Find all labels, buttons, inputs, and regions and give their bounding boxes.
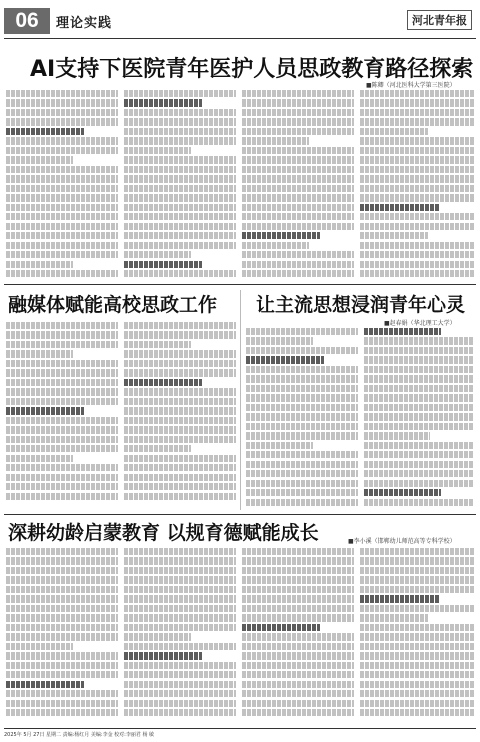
text-line: [6, 643, 73, 650]
text-line: [124, 137, 236, 144]
text-line: [6, 436, 118, 443]
text-line: [6, 426, 118, 433]
text-line: [242, 232, 320, 239]
text-line: [124, 586, 236, 593]
text-line: [242, 624, 320, 631]
article-4-col-2: [124, 548, 236, 724]
text-line: [246, 347, 358, 354]
text-line: [124, 322, 236, 329]
text-line: [242, 90, 354, 97]
text-line: [360, 109, 474, 116]
text-line: [6, 700, 118, 707]
text-line: [124, 185, 236, 192]
header-rule: [4, 38, 476, 39]
text-line: [6, 690, 118, 697]
text-line: [124, 261, 202, 268]
text-line: [364, 489, 441, 496]
text-line: [124, 270, 236, 277]
text-line: [6, 605, 118, 612]
text-line: [6, 270, 118, 277]
text-line: [242, 251, 354, 258]
text-line: [360, 185, 474, 192]
text-line: [124, 595, 236, 602]
text-line: [246, 385, 358, 392]
text-line: [242, 690, 354, 697]
text-line: [364, 375, 474, 382]
text-line: [6, 464, 118, 471]
text-line: [364, 461, 474, 468]
page-footer: 2025年 5月 27日 星期二 责编:杨红月 美编:李金 校对:李丽君 杨 敏: [4, 728, 476, 740]
text-line: [242, 662, 354, 669]
text-line: [246, 461, 358, 468]
text-line: [242, 99, 354, 106]
article-1-byline: ■陈卿（河北医科大学第三医院）: [366, 82, 456, 89]
text-line: [6, 194, 118, 201]
article-2-rule: [4, 514, 476, 515]
text-line: [360, 700, 474, 707]
text-line: [364, 404, 474, 411]
text-line: [124, 548, 236, 555]
text-line: [124, 567, 236, 574]
text-line: [124, 576, 236, 583]
text-line: [6, 360, 118, 367]
text-line: [6, 369, 118, 376]
text-line: [360, 175, 474, 182]
text-line: [242, 261, 354, 268]
text-line: [124, 436, 236, 443]
article-2-col-1: [6, 322, 118, 510]
text-line: [242, 185, 354, 192]
text-line: [360, 633, 474, 640]
text-line: [124, 493, 236, 500]
text-line: [6, 557, 118, 564]
text-line: [6, 223, 118, 230]
text-line: [242, 567, 354, 574]
text-line: [242, 175, 354, 182]
text-line: [6, 322, 118, 329]
text-line: [6, 614, 118, 621]
text-line: [360, 709, 474, 716]
text-line: [242, 633, 354, 640]
text-line: [246, 356, 324, 363]
article-3-headline: 让主流思想浸润青年心灵: [256, 294, 466, 316]
article-4-col-4: [360, 548, 474, 724]
text-line: [6, 474, 118, 481]
article-4-byline: ■李小溪（邯郸幼儿师范高等专科学校）: [348, 538, 456, 545]
text-line: [242, 557, 354, 564]
text-line: [124, 147, 191, 154]
text-line: [360, 223, 474, 230]
text-line: [6, 407, 84, 414]
text-line: [360, 643, 474, 650]
text-line: [360, 270, 474, 277]
text-line: [246, 470, 358, 477]
text-line: [246, 432, 358, 439]
text-line: [364, 385, 474, 392]
section-title: 理论实践: [56, 16, 113, 31]
text-line: [124, 671, 236, 678]
text-line: [364, 328, 441, 335]
text-line: [242, 213, 354, 220]
text-line: [124, 369, 236, 376]
text-line: [124, 633, 191, 640]
text-line: [124, 213, 236, 220]
text-line: [124, 166, 236, 173]
article-1-rule: [4, 284, 476, 285]
text-line: [6, 388, 118, 395]
text-line: [124, 426, 236, 433]
text-line: [6, 147, 118, 154]
text-line: [246, 394, 358, 401]
text-line: [6, 242, 118, 249]
text-line: [360, 166, 474, 173]
text-line: [242, 605, 354, 612]
text-line: [246, 366, 358, 373]
text-line: [360, 614, 428, 621]
text-line: [124, 242, 236, 249]
text-line: [6, 681, 84, 688]
text-line: [242, 614, 354, 621]
text-line: [360, 99, 474, 106]
text-line: [6, 671, 118, 678]
article-4-col-1: [6, 548, 118, 724]
text-line: [124, 379, 202, 386]
text-line: [242, 652, 354, 659]
text-line: [6, 576, 118, 583]
text-line: [6, 175, 118, 182]
masthead-logo: 河北青年报: [407, 10, 472, 30]
article-2-col-2: [124, 322, 236, 510]
text-line: [124, 331, 236, 338]
text-line: [364, 470, 474, 477]
text-line: [242, 147, 354, 154]
text-line: [360, 624, 474, 631]
text-line: [124, 175, 236, 182]
text-line: [6, 709, 118, 716]
text-line: [242, 681, 354, 688]
text-line: [242, 137, 309, 144]
text-line: [242, 109, 354, 116]
text-line: [124, 709, 236, 716]
text-line: [124, 204, 236, 211]
text-line: [364, 480, 474, 487]
text-line: [124, 360, 236, 367]
article-1-col-2: [124, 90, 236, 280]
text-line: [246, 328, 358, 335]
text-line: [124, 681, 236, 688]
text-line: [360, 147, 474, 154]
text-line: [6, 185, 118, 192]
text-line: [6, 493, 118, 500]
article-2-headline: 融媒体赋能高校思政工作: [8, 294, 218, 316]
text-line: [124, 407, 236, 414]
text-line: [6, 652, 118, 659]
text-line: [6, 99, 118, 106]
text-line: [246, 499, 358, 506]
text-line: [6, 586, 118, 593]
text-line: [6, 483, 118, 490]
text-line: [242, 223, 354, 230]
text-line: [6, 118, 118, 125]
text-line: [364, 337, 474, 344]
text-line: [360, 156, 474, 163]
text-line: [242, 194, 354, 201]
text-line: [246, 480, 358, 487]
text-line: [360, 548, 474, 555]
article-1-headline: AI支持下医院青年医护人员思政教育路径探索: [30, 57, 474, 82]
page-number: 06: [4, 8, 50, 34]
text-line: [360, 242, 474, 249]
article-3-col-2: [364, 328, 474, 510]
text-line: [364, 423, 474, 430]
article-3-byline: ■赵春娟（华北理工大学）: [384, 320, 456, 327]
text-line: [6, 204, 118, 211]
text-line: [360, 137, 474, 144]
text-line: [360, 90, 474, 97]
text-line: [364, 413, 474, 420]
text-line: [124, 417, 236, 424]
text-line: [6, 445, 118, 452]
text-line: [360, 118, 474, 125]
text-line: [242, 700, 354, 707]
text-line: [6, 232, 118, 239]
article-3-col-1: [246, 328, 358, 510]
text-line: [242, 709, 354, 716]
text-line: [6, 109, 118, 116]
text-line: [6, 633, 118, 640]
article-4-headline: 深耕幼龄启蒙教育 以规育德赋能成长: [8, 522, 319, 544]
text-line: [360, 232, 428, 239]
text-line: [242, 643, 354, 650]
text-line: [124, 194, 236, 201]
text-line: [360, 605, 474, 612]
text-line: [124, 251, 191, 258]
text-line: [6, 398, 118, 405]
text-line: [6, 156, 73, 163]
text-line: [124, 455, 236, 462]
text-line: [360, 261, 474, 268]
text-line: [242, 671, 354, 678]
text-line: [6, 417, 118, 424]
text-line: [6, 548, 118, 555]
text-line: [246, 423, 358, 430]
text-line: [242, 242, 309, 249]
text-line: [124, 223, 236, 230]
text-line: [242, 270, 354, 277]
text-line: [124, 700, 236, 707]
text-line: [6, 90, 118, 97]
text-line: [360, 595, 440, 602]
text-line: [124, 652, 202, 659]
text-line: [360, 251, 474, 258]
text-line: [364, 356, 474, 363]
text-line: [360, 576, 474, 583]
text-line: [124, 388, 236, 395]
text-line: [246, 404, 358, 411]
text-line: [6, 137, 118, 144]
text-line: [124, 90, 236, 97]
text-line: [242, 118, 354, 125]
text-line: [242, 204, 354, 211]
text-line: [360, 557, 474, 564]
text-line: [124, 109, 236, 116]
text-line: [246, 489, 358, 496]
text-line: [6, 166, 118, 173]
article-1-col-3: [242, 90, 354, 280]
text-line: [124, 232, 236, 239]
text-line: [360, 194, 474, 201]
article-2-3-divider: [240, 290, 241, 510]
text-line: [242, 156, 354, 163]
text-line: [360, 586, 474, 593]
text-line: [6, 261, 73, 268]
text-line: [124, 690, 236, 697]
text-line: [124, 156, 236, 163]
text-line: [364, 451, 474, 458]
text-line: [364, 366, 474, 373]
text-line: [6, 662, 118, 669]
text-line: [124, 128, 236, 135]
text-line: [124, 118, 236, 125]
text-line: [124, 662, 236, 669]
text-line: [124, 99, 202, 106]
text-line: [6, 341, 118, 348]
text-line: [242, 548, 354, 555]
text-line: [124, 643, 236, 650]
text-line: [360, 681, 474, 688]
text-line: [242, 595, 354, 602]
text-line: [360, 204, 440, 211]
text-line: [364, 432, 430, 439]
text-line: [124, 483, 236, 490]
article-1-col-4: [360, 90, 474, 280]
text-line: [364, 394, 474, 401]
text-line: [364, 347, 474, 354]
text-line: [124, 624, 236, 631]
text-line: [360, 662, 474, 669]
text-line: [360, 671, 474, 678]
text-line: [124, 474, 236, 481]
text-line: [246, 375, 358, 382]
text-line: [6, 379, 118, 386]
text-line: [6, 213, 118, 220]
article-1-col-1: [6, 90, 118, 280]
text-line: [124, 614, 236, 621]
text-line: [242, 166, 354, 173]
page-header: [0, 0, 480, 40]
text-line: [124, 341, 191, 348]
text-line: [6, 331, 118, 338]
text-line: [124, 350, 236, 357]
text-line: [246, 451, 358, 458]
text-line: [124, 445, 191, 452]
text-line: [246, 413, 358, 420]
article-4-col-3: [242, 548, 354, 724]
text-line: [124, 464, 236, 471]
text-line: [6, 624, 118, 631]
text-line: [360, 567, 474, 574]
text-line: [242, 576, 354, 583]
text-line: [6, 128, 84, 135]
text-line: [360, 128, 428, 135]
text-line: [360, 213, 474, 220]
text-line: [6, 567, 118, 574]
text-line: [246, 337, 313, 344]
text-line: [6, 251, 118, 258]
text-line: [246, 442, 313, 449]
text-line: [360, 652, 474, 659]
text-line: [6, 350, 73, 357]
text-line: [242, 128, 354, 135]
text-line: [242, 586, 354, 593]
text-line: [124, 605, 236, 612]
text-line: [364, 499, 474, 506]
text-line: [6, 455, 73, 462]
text-line: [360, 690, 474, 697]
text-line: [124, 398, 236, 405]
text-line: [124, 557, 236, 564]
text-line: [6, 595, 118, 602]
text-line: [364, 442, 474, 449]
